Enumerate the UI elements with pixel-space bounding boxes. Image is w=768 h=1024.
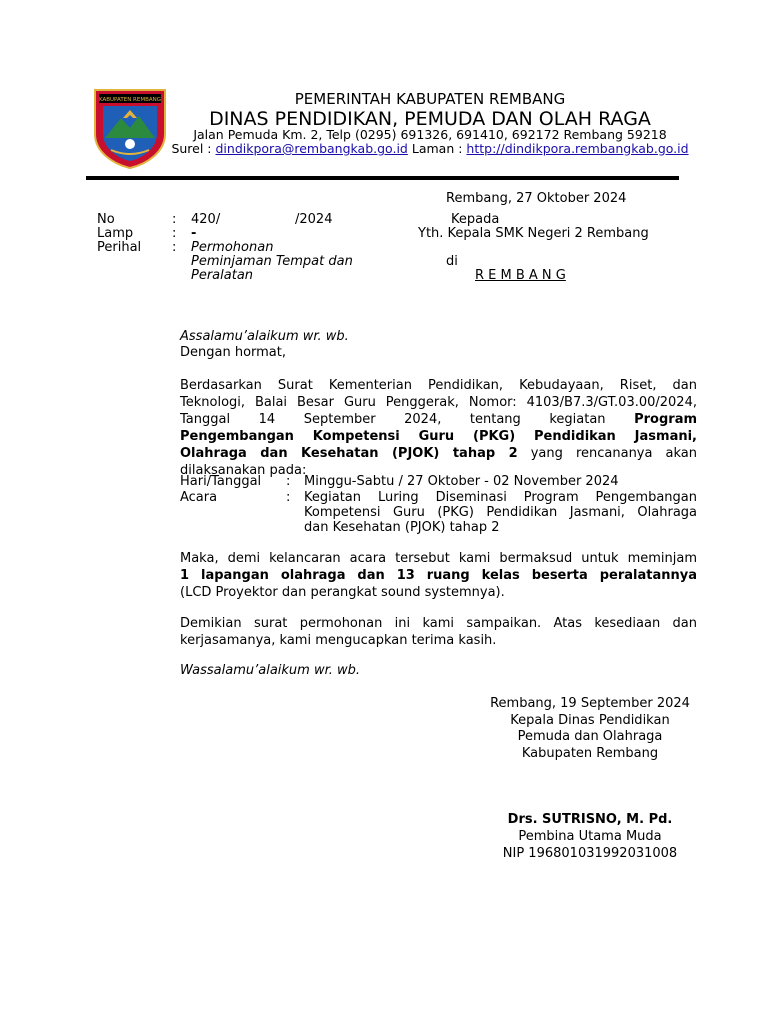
no-suffix: /2024	[295, 212, 333, 227]
email-label: Surel :	[171, 141, 212, 156]
recipient-di: di	[446, 254, 458, 269]
p1-line-5: Olahraga dan Kesehatan (PJOK) tahap 2 yang rencananya akan	[180, 446, 698, 461]
header-government: PEMERINTAH KABUPATEN REMBANG	[294, 90, 566, 108]
header-contacts	[0, 141, 768, 156]
acara-colon: :	[286, 490, 291, 505]
hari-label: Hari/Tanggal	[180, 474, 262, 489]
perihal-line-2: Peminjaman Tempat dan	[191, 254, 353, 269]
lamp-colon: :	[172, 226, 177, 241]
recipient-kepada: Kepada	[451, 212, 500, 227]
acara-line-3: dan Kesehatan (PJOK) tahap 2	[304, 520, 500, 535]
perihal-colon: :	[172, 240, 177, 255]
p3-line-2: kerjasamanya, kami mengucapkan terima kasih.	[180, 633, 497, 648]
hari-value: Minggu-Sabtu / 27 Oktober - 02 November 2024	[304, 474, 619, 489]
recipient-city: R E M B A N G	[475, 268, 566, 283]
acara-line-1: Kegiatan Luring Diseminasi Program Pengembangan	[304, 490, 697, 505]
p1-line-4: Pengembangan Kompetensi Guru (PKG) Pendidikan Jasmani,	[180, 429, 697, 444]
p1-line-2: Teknologi, Balai Besar Guru Penggerak, Nomor: 4103/B7.3/GT.03.00/2024,	[180, 395, 697, 410]
header-address: Jalan Pemuda Km. 2, Telp (0295) 691326, 691410, 692172 Rembang 59218	[193, 127, 667, 142]
p2-line-3: (LCD Proyektor dan perangkat sound systemnya).	[180, 585, 505, 600]
signature-title-1: Kepala Dinas Pendidikan	[510, 713, 670, 728]
letter-date: Rembang, 27 Oktober 2024	[446, 191, 627, 206]
p2-line-1: Maka, demi kelancaran acara tersebut kami bermaksud untuk meminjam	[180, 551, 697, 566]
emblem-banner-text: KABUPATEN REMBANG	[98, 97, 162, 103]
acara-label: Acara	[180, 490, 218, 505]
no-label: No	[97, 212, 115, 227]
recipient-name: Yth. Kepala SMK Negeri 2 Rembang	[418, 226, 649, 241]
p2-line-2: 1 lapangan olahraga dan 13 ruang kelas beserta peralatannya	[180, 568, 697, 583]
signature-title-2: Pemuda dan Olahraga	[517, 729, 663, 744]
opening: Dengan hormat,	[180, 345, 287, 360]
header-agency: DINAS PENDIDIKAN, PEMUDA DAN OLAH RAGA	[209, 108, 651, 130]
no-value: 420/	[191, 212, 221, 227]
web-label: Laman :	[411, 141, 463, 156]
acara-value	[304, 490, 697, 535]
acara-line-2: Kompetensi Guru (PKG) Pendidikan Jasmani, Olahraga	[304, 505, 697, 520]
lamp-value: -	[191, 226, 197, 241]
p3-line-1: Demikian surat permohonan ini kami sampaikan. Atas kesediaan dan	[180, 616, 697, 631]
signatory-name: Drs. SUTRISNO, M. Pd.	[507, 812, 673, 827]
signature-title-3: Kabupaten Rembang	[521, 746, 659, 761]
lamp-label: Lamp	[97, 226, 134, 241]
closing: Wassalamu’alaikum wr. wb.	[180, 663, 361, 678]
greeting: Assalamu’alaikum wr. wb.	[180, 329, 349, 344]
signatory-nip: NIP 196801031992031008	[502, 846, 678, 861]
p1-line-1: Berdasarkan Surat Kementerian Pendidikan, Kebudayaan, Riset, dan	[180, 378, 697, 393]
email-link[interactable]: dindikpora@rembangkab.go.id	[215, 141, 408, 156]
no-colon: :	[172, 212, 177, 227]
paragraph-1	[180, 377, 697, 479]
header-divider	[86, 176, 679, 180]
perihal-line-3: Peralatan	[191, 268, 254, 283]
paragraph-2	[180, 550, 697, 601]
paragraph-3	[180, 615, 697, 649]
perihal-label: Perihal	[97, 240, 142, 255]
signatory-rank: Pembina Utama Muda	[518, 829, 662, 844]
hari-colon: :	[286, 474, 291, 489]
p1-line-6: dilaksanakan pada:	[180, 463, 307, 478]
perihal-line-1: Permohonan	[191, 240, 274, 255]
signature-date: Rembang, 19 September 2024	[490, 696, 690, 711]
p1-line-3: Tanggal 14 September 2024, tentang kegiatan Program	[180, 412, 698, 427]
web-link[interactable]: http://dindikpora.rembangkab.go.id	[466, 141, 689, 156]
